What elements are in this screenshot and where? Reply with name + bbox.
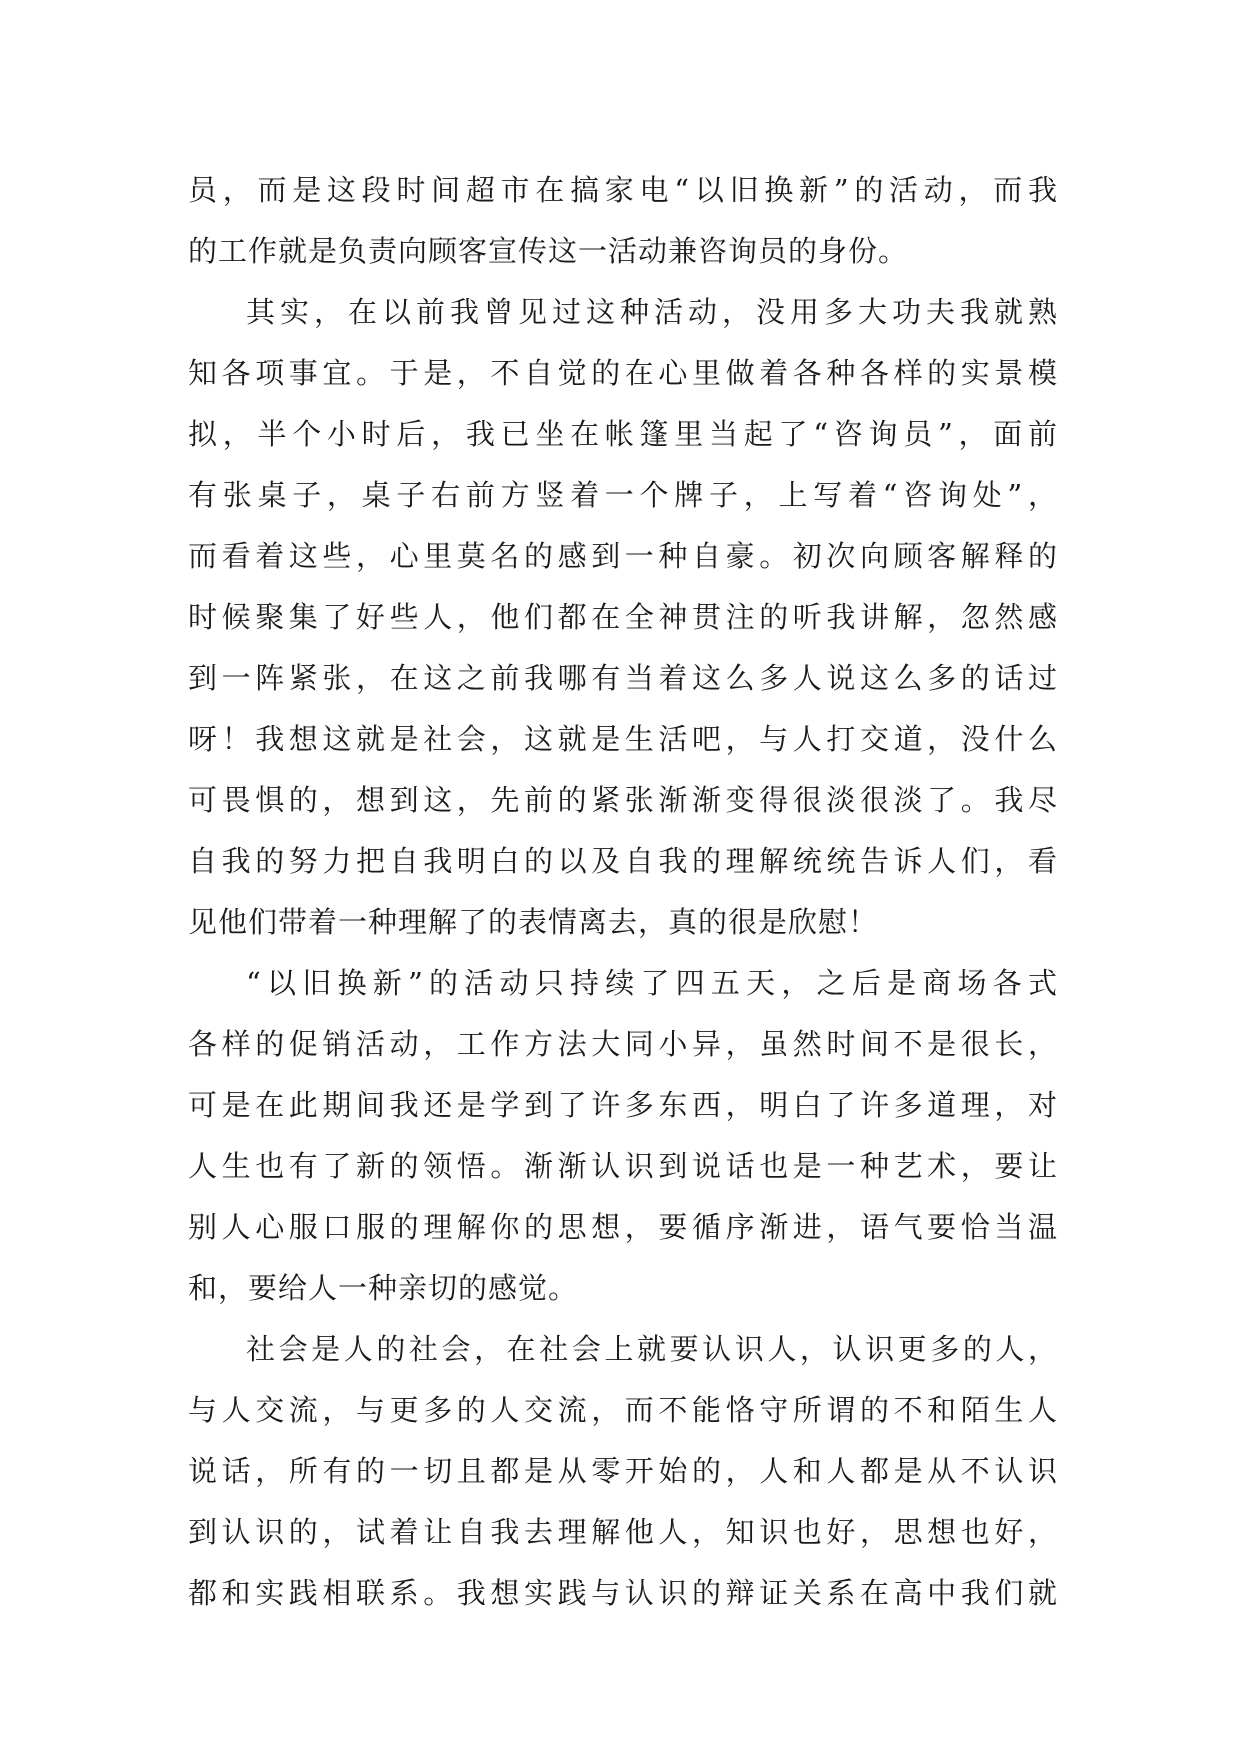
text-line: 到认识的，试着让自我去理解他人，知识也好，思想也好， (188, 1515, 1058, 1549)
paragraph-start-line: “以旧换新”的活动只持续了四五天，之后是商场各式 (246, 966, 1058, 1000)
text-line: 员，而是这段时间超市在搞家电“以旧换新”的活动，而我 (188, 173, 1058, 207)
text-line: 到一阵紧张，在这之前我哪有当着这么多人说这么多的话过 (188, 661, 1058, 695)
paragraph-start-line: 其实，在以前我曾见过这种活动，没用多大功夫我就熟 (246, 295, 1058, 329)
text-line: 可是在此期间我还是学到了许多东西，明白了许多道理，对 (188, 1088, 1058, 1122)
text-line: 呀！我想这就是社会，这就是生活吧，与人打交道，没什么 (188, 722, 1058, 756)
text-line: 可畏惧的，想到这，先前的紧张渐渐变得很淡很淡了。我尽 (188, 783, 1058, 817)
text-line: 而看着这些，心里莫名的感到一种自豪。初次向顾客解释的 (188, 539, 1058, 573)
text-line: 与人交流，与更多的人交流，而不能恪守所谓的不和陌生人 (188, 1393, 1058, 1427)
text-line: 见他们带着一种理解了的表情离去，真的很是欣慰！ (188, 905, 879, 939)
text-line: 和，要给人一种亲切的感觉。 (188, 1271, 579, 1305)
text-line: 说话，所有的一切且都是从零开始的，人和人都是从不认识 (188, 1454, 1058, 1488)
text-line: 人生也有了新的领悟。渐渐认识到说话也是一种艺术，要让 (188, 1149, 1058, 1183)
text-line: 别人心服口服的理解你的思想，要循序渐进，语气要恰当温 (188, 1210, 1058, 1244)
text-line: 都和实践相联系。我想实践与认识的辩证关系在高中我们就 (188, 1576, 1058, 1610)
text-line: 时候聚集了好些人，他们都在全神贯注的听我讲解，忽然感 (188, 600, 1058, 634)
text-line: 知各项事宜。于是，不自觉的在心里做着各种各样的实景模 (188, 356, 1058, 390)
text-line: 的工作就是负责向顾客宣传这一活动兼咨询员的身份。 (188, 234, 909, 268)
paragraph-start-line: 社会是人的社会，在社会上就要认识人，认识更多的人， (246, 1332, 1058, 1366)
text-line: 各样的促销活动，工作方法大同小异，虽然时间不是很长， (188, 1027, 1058, 1061)
body-text (188, 160, 1058, 1624)
text-line: 自我的努力把自我明白的以及自我的理解统统告诉人们，看 (188, 844, 1058, 878)
text-line: 有张桌子，桌子右前方竖着一个牌子，上写着“咨询处”， (188, 478, 1058, 512)
text-line: 拟，半个小时后，我已坐在帐篷里当起了“咨询员”，面前 (188, 417, 1058, 451)
